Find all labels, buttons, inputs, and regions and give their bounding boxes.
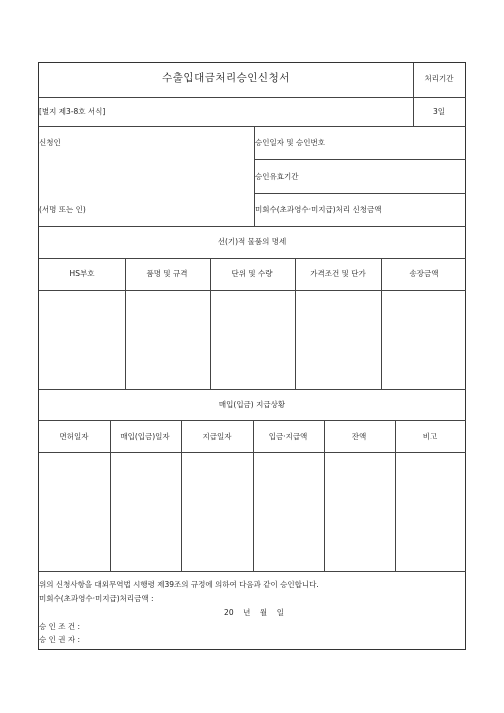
rule-applicant-top (254, 159, 466, 160)
unrecovered-amount-label: 미회수(초과영수·미지급)처리 신청금액 (255, 205, 382, 214)
rule-pay-col-3 (253, 420, 254, 571)
application-form (38, 62, 466, 650)
rule-payments-top (39, 389, 466, 390)
approver-label: 승 인 권 자 : (39, 635, 81, 644)
goods-col-price: 가격조건 및 단가 (310, 269, 366, 278)
processing-period-label: 처리기간 (424, 74, 454, 83)
goods-col-unit-qty: 단위 및 수량 (231, 269, 273, 278)
signature-label: (서명 또는 인) (39, 205, 86, 214)
rule-goods-columns (39, 290, 466, 291)
rule-goods-col-1 (125, 258, 126, 389)
pay-col-payment-date: 지급일자 (202, 432, 232, 441)
pay-col-amount: 입금·지급액 (268, 432, 308, 441)
rule-goods-col-4 (381, 258, 382, 389)
rule-pay-col-4 (324, 420, 325, 571)
approval-amount-label: 미회수(초과영수·미지급)처리금액 : (39, 594, 154, 603)
goods-col-invoice-amount: 송장금액 (409, 269, 439, 278)
goods-section-title: 선(기)적 물품의 명세 (217, 237, 287, 246)
rule-goods-top (39, 226, 466, 227)
rule-goods-col-3 (295, 258, 296, 389)
applicant-label: 신청인 (39, 138, 61, 147)
approval-statement: 위의 신청사항을 대외무역법 시행령 제39조의 규정에 의하여 다음과 같이 승인합니다. (39, 580, 319, 589)
pay-col-license-date: 면허일자 (59, 432, 89, 441)
rule-form-number (39, 126, 466, 127)
pay-col-remarks: 비고 (422, 432, 438, 441)
rule-header (39, 97, 466, 98)
approval-date-number-label: 승인일자 및 승인번호 (255, 138, 325, 147)
rule-pay-col-1 (110, 420, 111, 571)
processing-period-value: 3일 (432, 107, 446, 116)
approval-conditions-label: 승 인 조 건 : (39, 622, 81, 631)
rule-pay-col-5 (395, 420, 396, 571)
rule-applicant-mid (254, 193, 466, 194)
form-title: 수출입대금처리승인신청서 (162, 72, 290, 84)
approval-date-line: 20 년 월 일 (224, 608, 284, 617)
rule-header-divider (413, 63, 414, 126)
payments-section-title: 매입(입금) 지급상황 (218, 400, 286, 409)
goods-col-hs-code: HS부호 (69, 269, 95, 278)
rule-pay-col-2 (181, 420, 182, 571)
pay-col-deposit-date: 매입(입금)일자 (120, 432, 170, 441)
form-number: [별지 제3-8호 서식] (39, 107, 106, 116)
pay-col-balance: 잔액 (351, 432, 367, 441)
rule-approval-top (39, 571, 466, 572)
goods-col-item-spec: 품명 및 규격 (146, 269, 188, 278)
rule-goods-header (39, 258, 466, 259)
approval-validity-label: 승인유효기간 (255, 172, 299, 181)
rule-goods-col-2 (210, 258, 211, 389)
